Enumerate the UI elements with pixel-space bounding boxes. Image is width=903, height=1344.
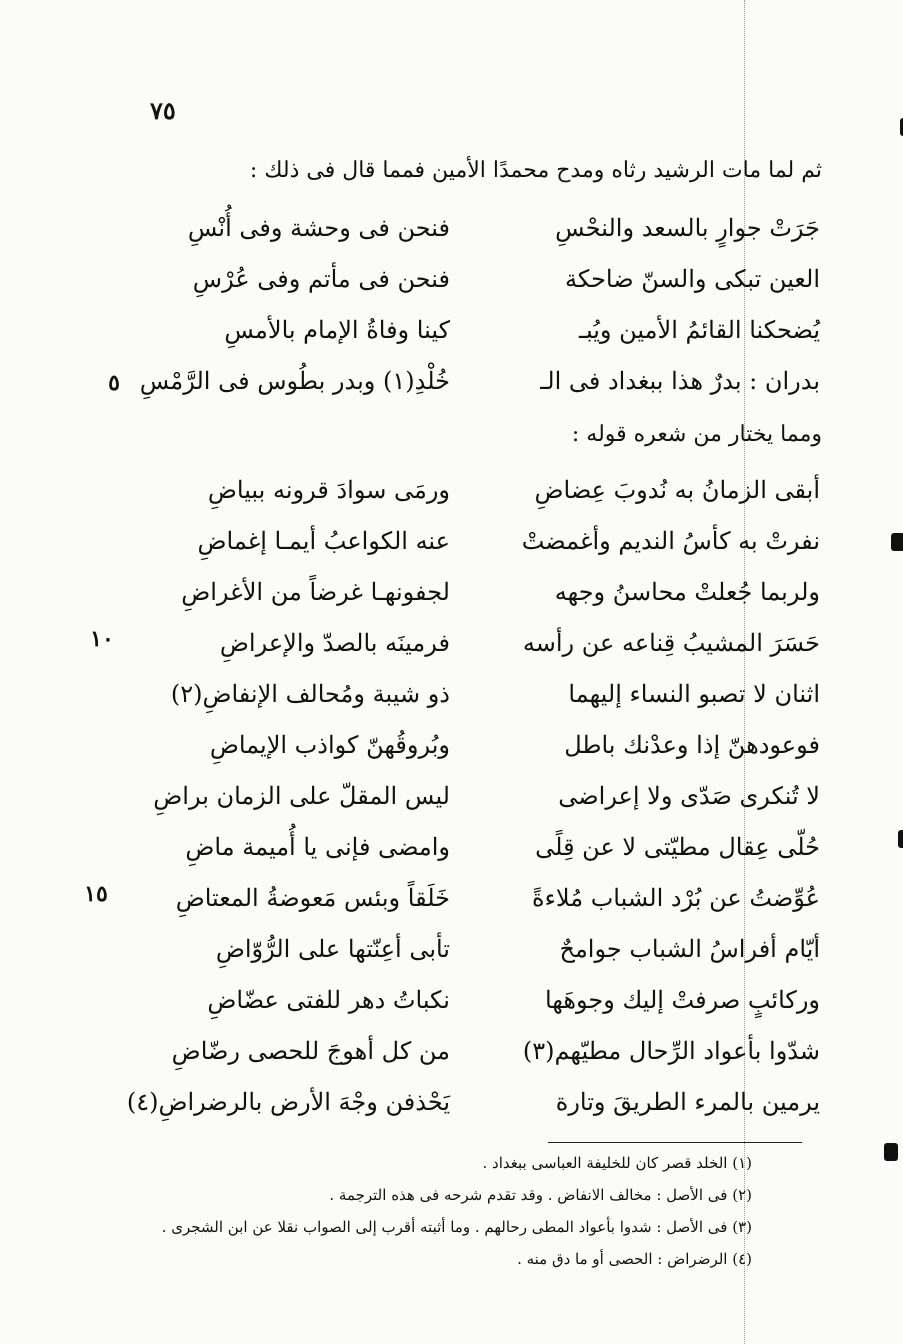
footnote-rule	[548, 1142, 802, 1143]
second-hemistich: نكباتُ دهر للفتى عضّاضِ	[207, 986, 450, 1014]
verse-line	[180, 259, 820, 299]
first-hemistich: فوعودهنّ إذا وعدْنك باطل	[564, 731, 820, 759]
second-hemistich: من كل أهوجَ للحصى رضّاضِ	[171, 1037, 450, 1065]
first-hemistich: أيّام أفراسُ الشباب جوامحٌ	[559, 935, 820, 963]
first-hemistich: بدران : بدرٌ هذا ببغداد فى الـ	[540, 367, 820, 395]
second-hemistich: عنه الكواعبُ أيمـا إغماضِ	[197, 527, 450, 555]
footnote: (٤) الرضراض : الحصى أو ما دق منه .	[517, 1250, 752, 1268]
first-hemistich: حَسَرَ المشيبُ قِناعه عن رأسه	[522, 629, 820, 657]
verse-line	[180, 521, 820, 561]
subheading: ومما يختار من شعره قوله :	[571, 422, 822, 447]
verse-line	[180, 208, 820, 248]
second-hemistich: خُلْدِ(١) وبدر بطُوس فى الرَّمْسِ	[139, 367, 450, 395]
line-number-15: ١٥	[84, 881, 108, 907]
second-hemistich: ورمَى سوادَ قرونه ببياضِ	[207, 476, 450, 504]
second-hemistich: ليس المقلّ على الزمان براضِ	[153, 782, 450, 810]
page-number: ٧٥	[150, 96, 176, 125]
first-hemistich: عُوِّضتُ عن بُرْد الشباب مُلاءةً	[532, 884, 820, 912]
first-hemistich: ولربما جُعلتْ محاسنُ وجهه	[554, 578, 820, 606]
verse-line	[180, 929, 820, 969]
second-hemistich: خَلَقاً وبئس مَعوضةُ المعتاضِ	[175, 884, 450, 912]
first-hemistich: شدّوا بأعواد الرِّحال مطيّهم(٣)	[522, 1037, 820, 1065]
second-hemistich: فرمينَه بالصدّ والإعراضِ	[219, 629, 450, 657]
second-hemistich: لجفونهـا غرضاً من الأغراضِ	[181, 578, 450, 606]
verse-line	[180, 980, 820, 1020]
first-hemistich: لا تُنكرى صَدّى ولا إعراضى	[558, 782, 820, 810]
first-hemistich: حُلّى عِقال مطيّتى لا عن قِلًى	[535, 833, 820, 861]
intro-line: ثم لما مات الرشيد رثاه ومدح محمدًا الأمين فمما قال فى ذلك :	[249, 158, 822, 183]
verse-line	[180, 827, 820, 867]
verse-line	[175, 878, 820, 918]
edge-mark	[891, 533, 903, 551]
verse-line	[180, 572, 820, 612]
edge-mark	[884, 1143, 898, 1161]
verse-line	[180, 310, 820, 350]
first-hemistich: نفرتْ به كأسُ النديم وأغمضتْ	[521, 527, 820, 555]
footnote: (١) الخلد قصر كان للخليفة العباسى ببغداد .	[482, 1154, 752, 1172]
verse-line	[126, 1082, 820, 1122]
line-number-5: ٥	[108, 370, 120, 396]
second-hemistich: كينا وفاةُ الإمام بالأمسِ	[224, 316, 450, 344]
first-hemistich: وركائبٍ صرفتْ إليك وجوهَها	[544, 986, 820, 1014]
verse-line	[180, 623, 820, 663]
second-hemistich: ذو شيبة ومُحالف الإنفاضِ(٢)	[170, 680, 450, 708]
second-hemistich: وبُروقُهنّ كواذب الإيماضِ	[209, 731, 450, 759]
first-hemistich: جَرَتْ جوارٍ بالسعد والنحْسِ	[555, 214, 820, 242]
footnote: (٣) فى الأصل : شدوا بأعواد المطى رحالهم . وما أثبته أقرب إلى الصواب نقلا عن ابن الشجرى .	[161, 1218, 752, 1236]
verse-line	[180, 470, 820, 510]
verse-line	[139, 361, 820, 401]
first-hemistich: العين تبكى والسنّ ضاحكة	[564, 265, 820, 293]
line-number-10: ١٠	[90, 626, 114, 652]
footnote: (٢) فى الأصل : مخالف الانفاض . وقد تقدم شرحه فى هذه الترجمة .	[329, 1186, 752, 1204]
verse-line	[180, 725, 820, 765]
verse-line	[170, 674, 820, 714]
first-hemistich: يرمين بالمرء الطريقَ وتارة	[555, 1088, 820, 1116]
verse-line	[171, 1031, 820, 1071]
first-hemistich: اثنان لا تصبو النساء إليهما	[568, 680, 820, 708]
first-hemistich: يُضحكنا القائمُ الأمين ويُبـ	[578, 316, 820, 344]
second-hemistich: تأبى أعِنّتها على الرُّوّاضِ	[215, 935, 450, 963]
first-hemistich: أبقى الزمانُ به نُدوبَ عِضاضِ	[534, 476, 820, 504]
second-hemistich: فنحن فى مأتم وفى عُرْسِ	[192, 265, 450, 293]
edge-mark	[898, 830, 903, 848]
second-hemistich: وامضى فإنى يا أُميمة ماضِ	[185, 833, 450, 861]
second-hemistich: فنحن فى وحشة وفى أُنْسِ	[187, 214, 450, 242]
verse-line	[153, 776, 820, 816]
second-hemistich: يَحْذفن وجْهَ الأرض بالرضراضِ(٤)	[126, 1088, 450, 1116]
